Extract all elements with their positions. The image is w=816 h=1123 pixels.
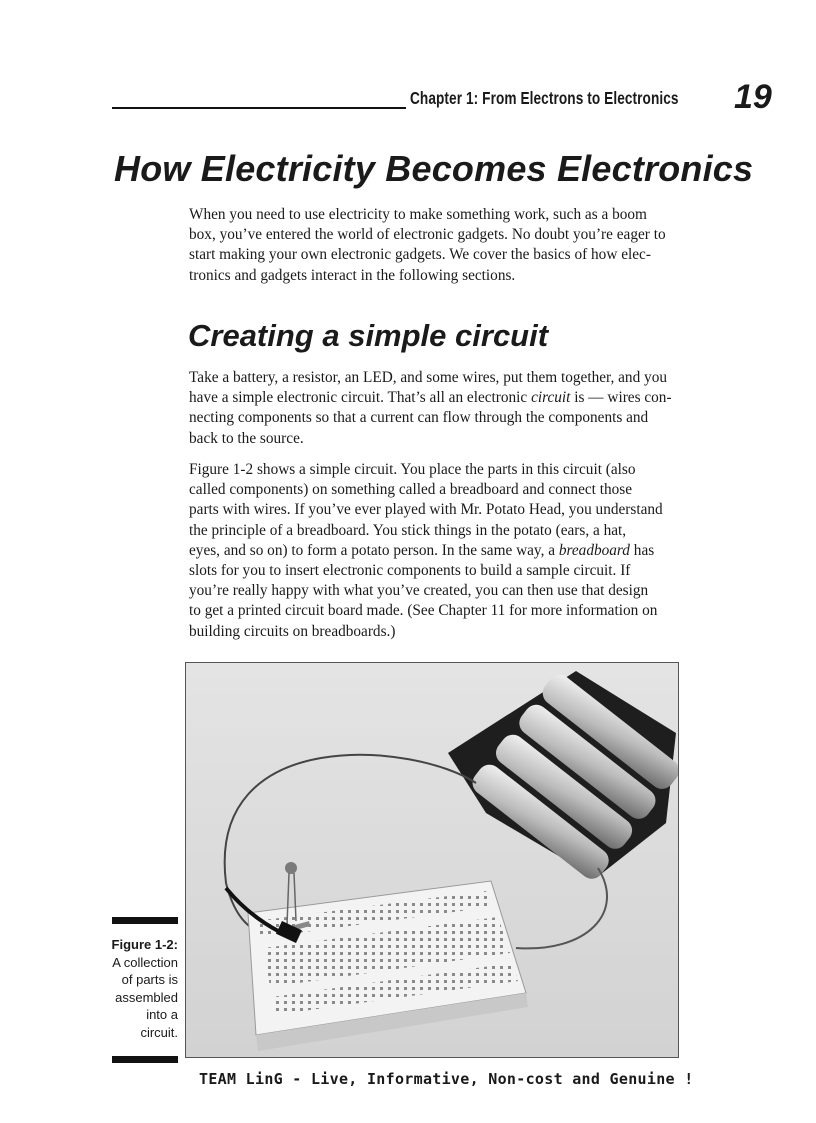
caption-line: A collection [112,954,178,970]
circuit-photo-illustration [186,663,679,1058]
paragraph-line: start making your own electronic gadgets. We cover the basics of how elec- [189,246,651,264]
intro-paragraph [189,205,719,286]
caption-rule-top [112,917,178,924]
paragraph-line: necting components so that a current can flow through the components and [189,409,649,427]
paragraph-line: Take a battery, a resistor, an LED, and some wires, put them together, and you [189,369,667,386]
caption-line: into a [146,1007,178,1022]
running-head: Chapter 1: From Electrons to Electronics [410,88,679,108]
paragraph-line: called components) on something called a breadboard and connect those [189,481,633,499]
page-number: 19 [734,78,772,116]
emphasis-circuit: circuit [531,389,571,407]
paragraph-line: Figure 1-2 shows a simple circuit. You place the parts in this circuit (also [189,461,636,478]
paragraph-line: box, you’ve entered the world of electronic gadgets. No doubt you’re eager to [189,226,666,244]
paragraph-line: you’re really happy with what you’ve created, you can then use that design [189,582,649,600]
paragraph-line: back to the source. [189,429,304,447]
header-rule [112,107,406,109]
paragraph-line: the principle of a breadboard. You stick things in the potato (ears, a hat, [189,521,627,539]
footer-watermark: TEAM LinG - Live, Informative, Non-cost and Genuine ! [199,1070,694,1088]
text-run: eyes, and so on) to form a potato person. In the same way, a [189,541,559,559]
text-run: is — wires con- [570,389,672,407]
caption-line: assembled [115,989,178,1005]
paragraph-line: parts with wires. If you’ve ever played with Mr. Potato Head, you understand [189,501,663,519]
figure-label: Figure 1-2: [111,937,178,952]
paragraph-line [189,541,719,561]
subsection-title: Creating a simple circuit [188,318,549,353]
text-run: has [629,541,655,559]
caption-line: circuit. [140,1024,178,1040]
figure-circuit-photo [185,662,679,1058]
section-title: How Electricity Becomes Electronics [114,148,754,189]
paragraph-line: building circuits on breadboards.) [189,622,396,640]
paragraph-line: tronics and gadgets interact in the following sections. [189,266,516,284]
paragraph-line: When you need to use electricity to make something work, such as a boom [189,206,647,223]
caption-rule-bottom [112,1056,178,1063]
emphasis-breadboard: breadboard [558,541,630,559]
paragraph-line: to get a printed circuit board made. (See Chapter 11 for more information on [189,602,658,620]
circuit-paragraph [189,368,719,449]
figure-caption [100,936,178,1041]
text-run: have a simple electronic circuit. That’s all an electronic [189,389,532,407]
caption-line: of parts is [121,972,178,987]
paragraph-line: slots for you to insert electronic components to build a sample circuit. If [189,562,631,580]
breadboard-paragraph [189,460,719,642]
paragraph-line [189,388,719,408]
